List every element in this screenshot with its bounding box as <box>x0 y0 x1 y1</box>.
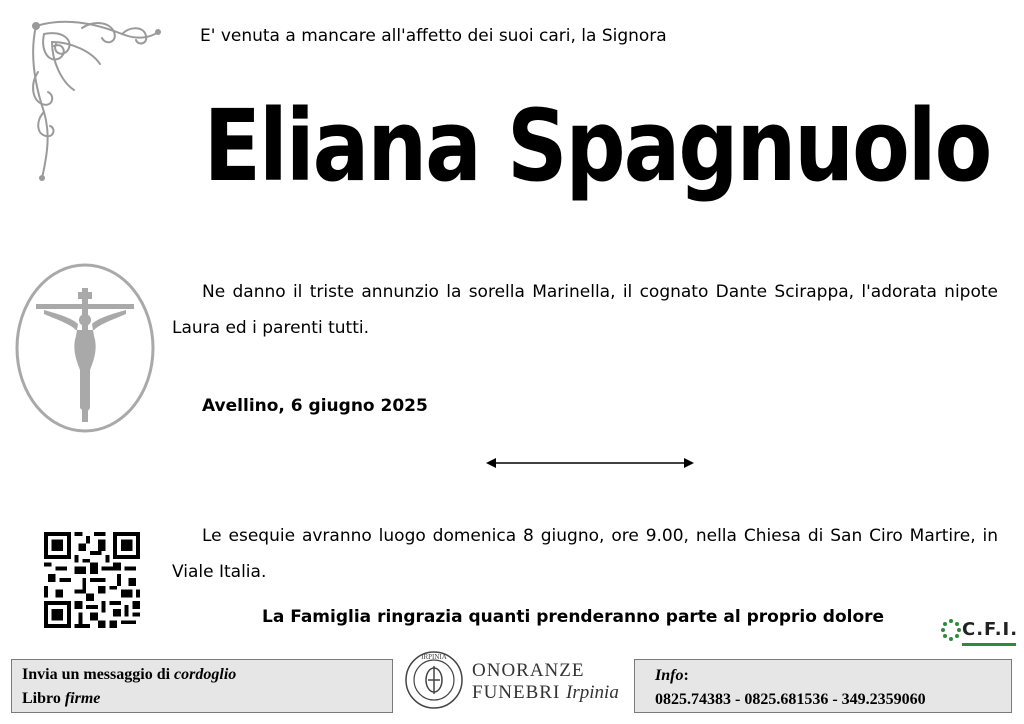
condolence-prefix: Invia un messaggio di <box>22 666 171 683</box>
guestbook-emph: firme <box>64 690 101 707</box>
crucifix-icon <box>14 262 156 434</box>
info-colon: : <box>683 667 689 684</box>
funeral-home-logo <box>402 646 632 718</box>
seal-icon <box>404 650 464 710</box>
intro-text: E' venuta a mancare all'affetto dei suoi cari, la Signora <box>200 26 667 46</box>
deceased-name: Eliana Spagnuolo <box>203 88 991 204</box>
cfi-dots-icon <box>940 618 962 642</box>
condolence-box[interactable] <box>11 659 393 713</box>
guestbook-link[interactable] <box>22 687 382 711</box>
condolence-emph: cordoglio <box>174 666 237 683</box>
condolence-link[interactable] <box>22 663 382 687</box>
announcement-text: Ne danno il triste annunzio la sorella Marinella, il cognato Dante Scirappa, l'adorata nipote Laura ed i parenti tutti. <box>172 282 998 338</box>
cfi-bar <box>962 643 1016 646</box>
cfi-text: C.F.I. <box>962 619 1019 640</box>
info-phones[interactable] <box>655 688 991 712</box>
guestbook-prefix: Libro <box>22 690 61 707</box>
brand-line2-emph: Irpinia <box>566 682 619 703</box>
phones-text: 0825.74383 - 0825.681536 - 349.2359060 <box>655 691 926 708</box>
thanks-text: La Famiglia ringrazia quanti prenderanno parte al proprio dolore <box>262 607 885 627</box>
cfi-logo <box>940 618 1018 652</box>
info-label: Info <box>655 667 684 684</box>
brand-line2 <box>472 682 619 704</box>
double-arrow-icon <box>486 456 694 470</box>
qr-code-icon[interactable] <box>44 532 140 628</box>
funeral-text: Le esequie avranno luogo domenica 8 giugno, ore 9.00, nella Chiesa di San Ciro Martire, in Viale Italia. <box>172 526 998 582</box>
info-label-row <box>655 664 991 688</box>
info-box <box>634 659 1012 713</box>
place-date: Avellino, 6 giugno 2025 <box>202 396 428 416</box>
brand-line1: ONORANZE <box>472 660 585 681</box>
brand-line2-prefix: FUNEBRI <box>472 682 561 703</box>
seal-text: IRPINIA <box>421 653 447 661</box>
